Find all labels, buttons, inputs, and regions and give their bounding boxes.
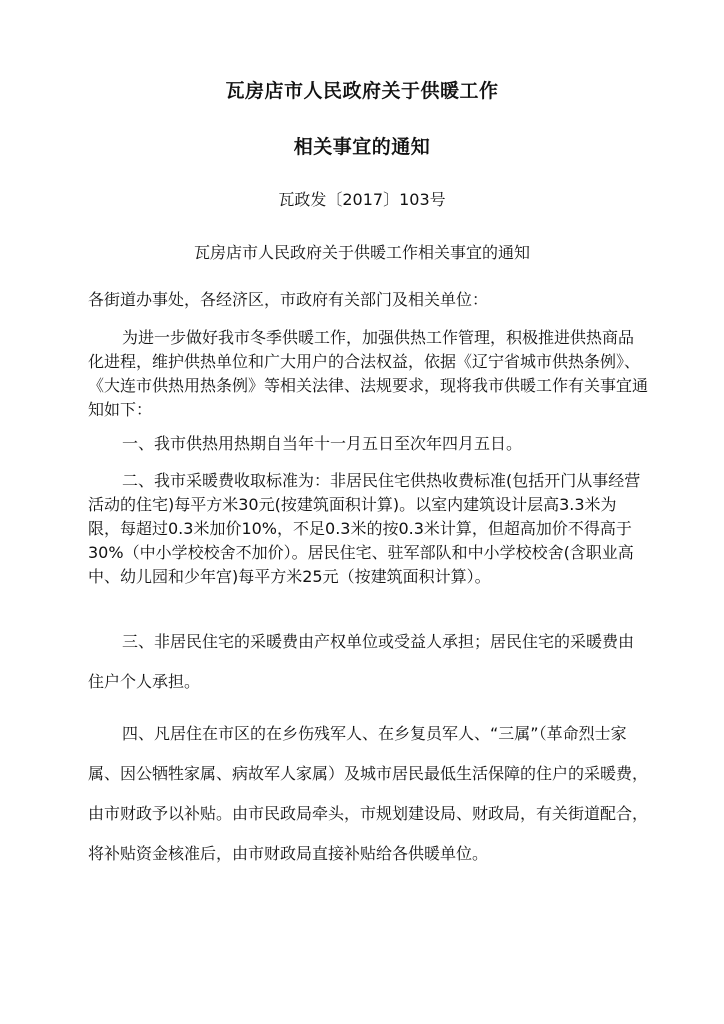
document-title-line2: 相关事宜的通知 [293,136,431,158]
item-4-paragraph: 四、凡居住在市区的在乡伤残军人、在乡复员军人、“三属”（革命烈士家属、因公牺牲家属、病故军人家属）及城市居民最低生活保障的住户的采暖费，由市财政予以补贴。由市民政局牵头，市规划建设局、财政局，有关街道配合，将补贴资金核准后，由市财政局直接补贴给各供暖单位。 [88,724,649,863]
salutation: 各街道办事处，各经济区，市政府有关部门及相关单位： [88,290,489,309]
intro-paragraph: 为进一步做好我市冬季供暖工作，加强供热工作管理，积极推进供热商品化进程，维护供热单位和广大用户的合法权益，依据《辽宁省城市供热条例》、《大连市供热用热条例》等相关法律、法规要求，现将我市供暖工作有关事宜通知如下： [88,328,649,419]
item-2-paragraph: 二、我市采暖费收取标准为：非居民住宅供热收费标准(包括开门从事经营活动的住宅)每平方米30元(按建筑面积计算)。以室内建筑设计层高3.3米为限，每超过0.3米加价10%，不足0.3米的按0.3米计算，但超高加价不得高于30%（中小学校校舍不加价）。居民住宅、驻军部队和中小学校校舍(含职业高中、幼儿园和少年宫)每平方米25元（按建筑面积计算）。 [88,471,641,586]
document-title-line1: 瓦房店市人民政府关于供暖工作 [225,80,499,102]
document-number: 瓦政发〔2017〕103号 [278,190,446,209]
item-1-paragraph: 一、我市供热用热期自当年十一月五日至次年四月五日。 [122,434,523,453]
item-3-paragraph: 三、非居民住宅的采暖费由产权单位或受益人承担；居民住宅的采暖费由住户个人承担。 [88,632,635,691]
document-subtitle: 瓦房店市人民政府关于供暖工作相关事宜的通知 [193,243,530,262]
